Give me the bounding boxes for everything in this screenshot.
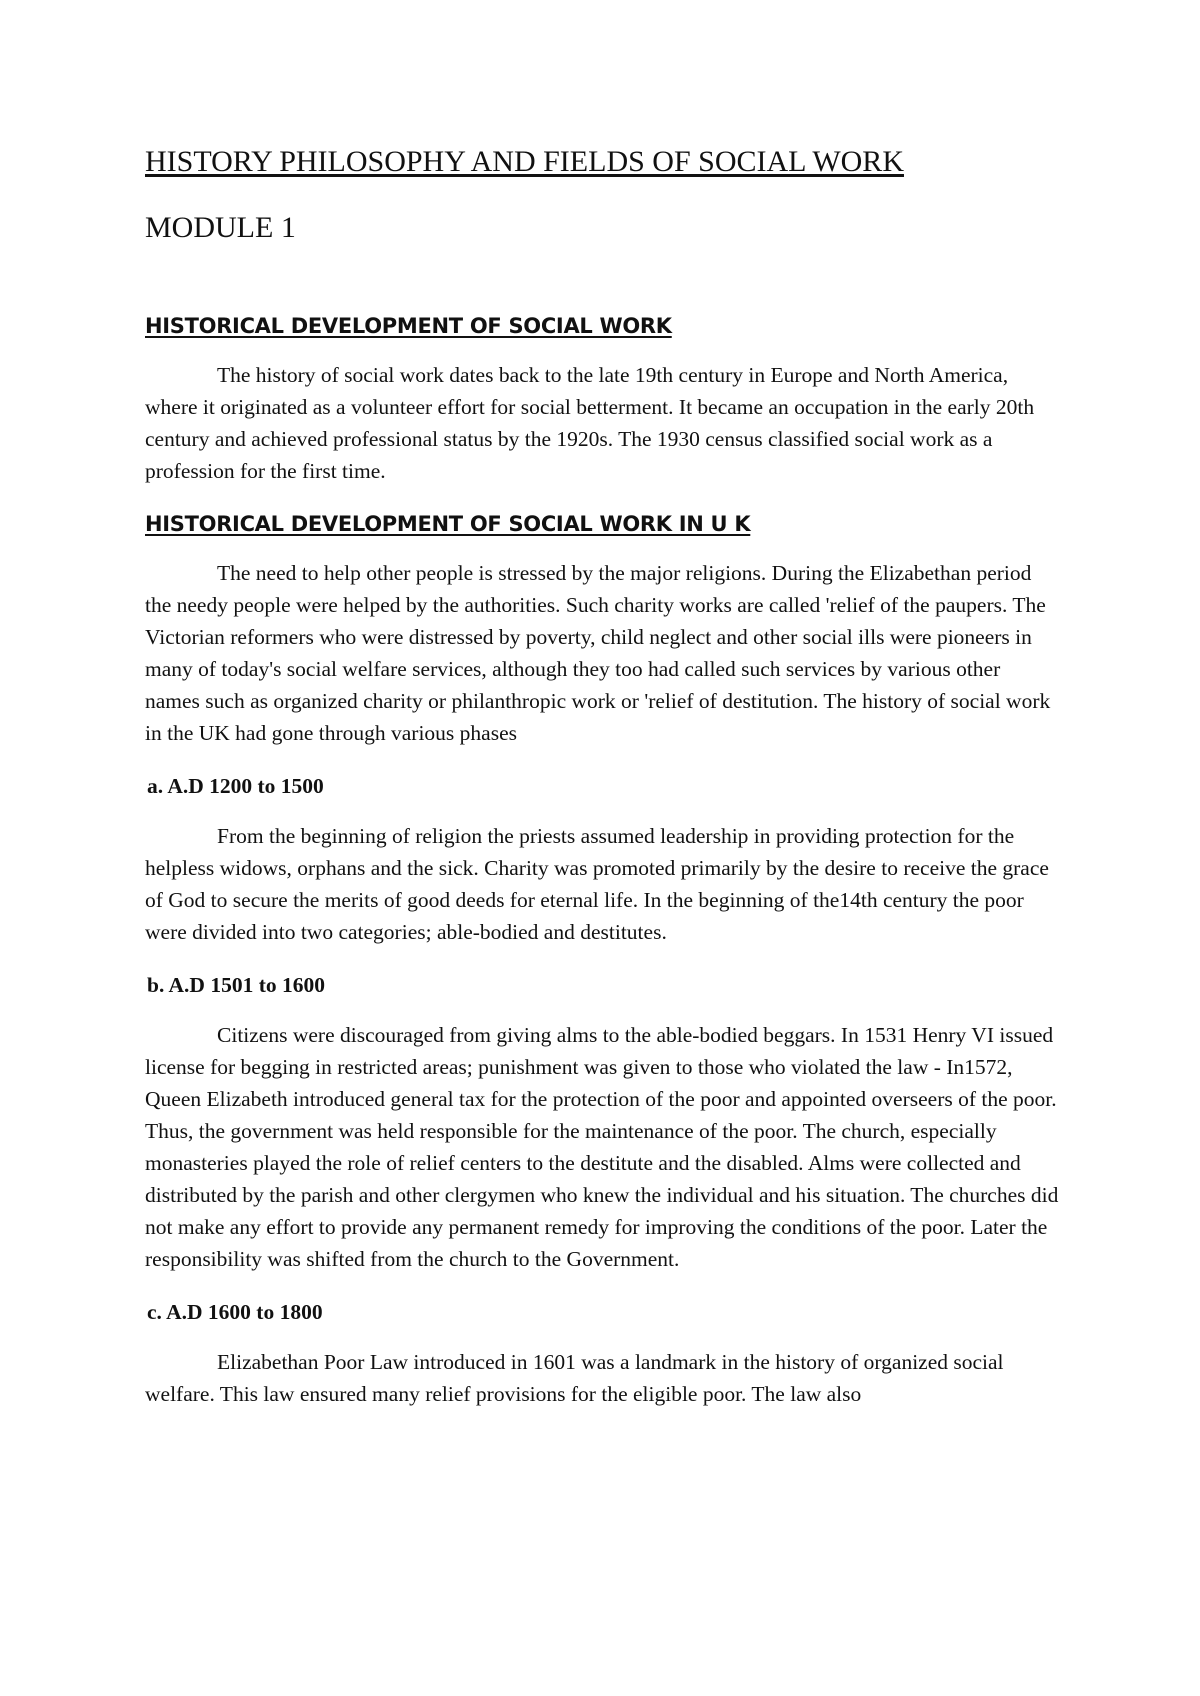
section-heading-historical-development: HISTORICAL DEVELOPMENT OF SOCIAL WORK: [145, 314, 672, 338]
document-body: [145, 142, 1060, 1410]
phase-heading-1200-1500: a. A.D 1200 to 1500: [147, 774, 324, 798]
section-heading-uk-development: HISTORICAL DEVELOPMENT OF SOCIAL WORK IN U K: [145, 512, 751, 536]
paragraph-phase-1200-1500: From the beginning of religion the priests assumed leadership in providing protection for the helpless widows, orphans and the sick. Charity was promoted primarily by the desire to receive the grace of God to secure the merits of good deeds for eternal life. In the beginning of the14th century the poor were divided into two categories; able-bodied and destitutes.: [145, 824, 1049, 944]
paragraph-historical-development: The history of social work dates back to the late 19th century in Europe and North America, where it originated as a volunteer effort for social betterment. It became an occupation in the early 20th century and achieved professional status by the 1920s. The 1930 census classified social work as a profession for the first time.: [145, 363, 1035, 483]
paragraph-uk-development: The need to help other people is stressed by the major religions. During the Elizabethan period the needy people were helped by the authorities. Such charity works are called 'relief of the paupers. The Victorian reformers who were distressed by poverty, child neglect and other social ills were pioneers in many of today's social welfare services, although they too had called such services by various other names such as organized charity or philanthropic work or 'relief of destitution. The history of social work in the UK had gone through various phases: [145, 561, 1051, 745]
phase-heading-1600-1800: c. A.D 1600 to 1800: [147, 1300, 323, 1324]
document-title: HISTORY PHILOSOPHY AND FIELDS OF SOCIAL WORK: [145, 145, 904, 178]
paragraph-phase-1501-1600: Citizens were discouraged from giving alms to the able-bodied beggars. In 1531 Henry VI issued license for begging in restricted areas; punishment was given to those who violated the law - In1572, Queen Elizabeth introduced general tax for the protection of the poor and appointed overseers of the poor. Thus, the government was held responsible for the maintenance of the poor. The church, especially monasteries played the role of relief centers to the destitute and the disabled. Alms were collected and distributed by the parish and other clergymen who knew the individual and his situation. The churches did not make any effort to provide any permanent remedy for improving the conditions of the poor. Later the responsibility was shifted from the church to the Government.: [145, 1023, 1059, 1271]
paragraph-phase-1600-1800: Elizabethan Poor Law introduced in 1601 was a landmark in the history of organized social welfare. This law ensured many relief provisions for the eligible poor. The law also: [145, 1350, 1004, 1406]
phase-heading-1501-1600: b. A.D 1501 to 1600: [147, 973, 325, 997]
module-title: MODULE 1: [145, 211, 296, 244]
